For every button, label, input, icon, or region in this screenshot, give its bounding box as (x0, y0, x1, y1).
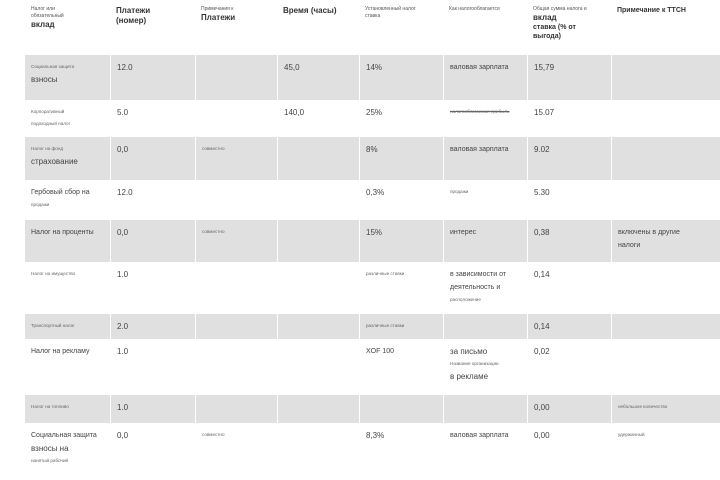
table-row: Корпоративный подоходный налог 5.0 140,0 25% налогооблагаемая прибыль 15.07 (25, 100, 720, 137)
header-base: Как налогооблагается (449, 6, 500, 12)
table-row: Налог на фонд страхование 0,0 совместно 8% валовая зарплата 9.02 (25, 137, 720, 180)
header-tax (25, 0, 110, 55)
header-ttcn: Примечание к ТТСН (617, 7, 686, 14)
table-row: Гербовый сбор на продажи 12.0 0,3% продажи 5.30 (25, 180, 720, 220)
header-payments: Платежи (номер) (116, 6, 151, 25)
header-time: Время (часы) (283, 6, 337, 15)
header-notes: Примечания к Платежи (201, 6, 236, 22)
header-rate: Установленный налог ставка (365, 6, 416, 19)
table-row: Налог на проценты 0,0 совместно 15% интерес 0,38 включены в другие налоги (25, 220, 720, 262)
table-row: Налог на рекламу 1.0 XOF 100 за письмо Название организации в рекламе 0,02 (25, 339, 720, 395)
table-row: Налог на топливо 1.0 0,00 небольшое количество (25, 395, 720, 423)
table-row: Социальная защита взносы 12.0 45,0 14% валовая зарплата 15,79 (25, 55, 720, 100)
table-header (25, 0, 720, 55)
header-total: Общая сумма налога и вклад ставка (% от выгода) (533, 6, 587, 40)
header-tax-big: вклад (31, 20, 55, 29)
header-tax-small: Налог или обязательный (31, 6, 64, 19)
tax-table (25, 0, 720, 478)
table-row: Транспортный налог 2.0 различные ставки 0,14 (25, 314, 720, 339)
table-row: Налог на имущество 1.0 различные ставки в зависимости от деятельность и расположение 0,14 (25, 262, 720, 314)
table-row: Социальная защита взносы на нанятый рабочий 0,0 совместно 8,3% валовая зарплата 0,00 удержанный (25, 423, 720, 478)
